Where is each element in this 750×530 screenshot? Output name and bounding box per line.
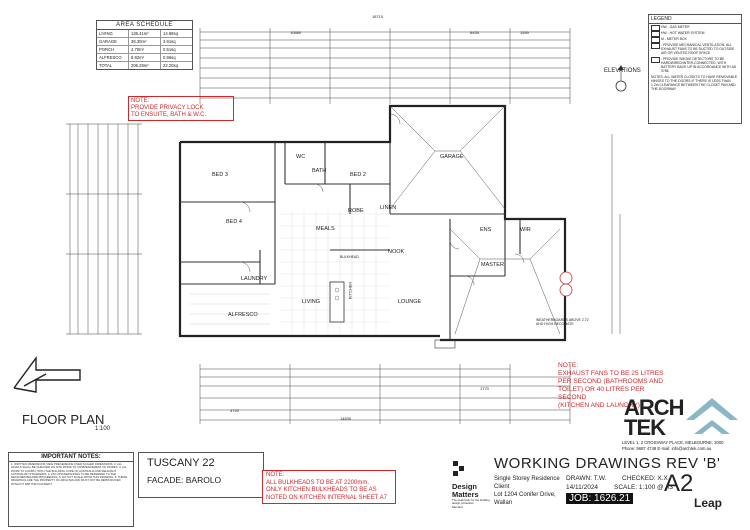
dim-bottom3: 1770	[480, 386, 489, 391]
archtek-logo	[624, 395, 684, 440]
project-address1: Lot 1204 Conifer Drive,	[494, 492, 556, 498]
legend-item: - PROVIDE SMOKE DETECTORS TO BE HARDWIRED/INTER-CONNECTED, WITH BATTERY BACK UP IN ACCORDANCE WITH AS 3786	[649, 56, 741, 74]
design-matters-sub: The peak body for the building design profession	[452, 498, 490, 505]
facade-name: FACADE: BAROLO	[147, 475, 222, 485]
exhaust-fan-note: NOTE: EXHAUST FANS TO BE 25 LITRES PER SECOND (BATHROOMS AND TOILET) OR 40 LITRES PER SECOND (KITCHEN AND LAUNDRY)	[558, 362, 664, 409]
design-matters-logo	[452, 460, 492, 509]
floor-plan-drawing	[60, 14, 640, 434]
project-address2: Wallan	[494, 500, 513, 506]
room-bed2: BED 2	[350, 172, 366, 178]
room-nook: NOOK	[388, 249, 405, 255]
legend-item: HW - GAS METER	[649, 24, 741, 30]
leap-logo: Leap	[694, 496, 723, 510]
archtek-tek: TEK	[624, 415, 665, 440]
area-row: PORCH 4.70m² 0.51sq	[97, 46, 192, 54]
house-title-box	[138, 452, 264, 498]
bulkhead-note: NOTE: ALL BULKHEADS TO BE AT 2200mm. ONLY KITCHEN BULKHEADS TO BE AS NOTED ON KITCHEN INTERNAL SHEET A7	[262, 470, 396, 504]
legend-item: M - METER BOX	[649, 36, 741, 42]
project-client: Client	[494, 484, 510, 490]
legend-item: HW - HOT WATER SYSTEM	[649, 30, 741, 36]
project-info	[494, 475, 560, 507]
archtek-mark-icon	[684, 394, 740, 438]
room-lounge: LOUNGE	[398, 299, 422, 305]
dim-overall: 18710	[372, 14, 384, 19]
drawing-date: 14/11/2024	[566, 484, 599, 491]
dim-top1: 10680	[290, 30, 302, 35]
room-living: LIVING	[302, 299, 321, 305]
legend-note: NOTES: ALL WATER CLOSETS TO HAVE REMOVABLE HINGES TO THE DOORS IF THERE IS LESS THAN 1.2m CLEARANCE BETWEEN THE CLOSET PAN AND THE DOORWAY	[651, 75, 738, 91]
design-matters-text: Design Matters	[452, 482, 479, 499]
area-schedule-title: AREA SCHEDULE	[97, 21, 192, 30]
room-bed3: BED 3	[212, 172, 228, 178]
privacy-lock-note: NOTE: PROVIDE PRIVACY LOCK TO ENSUITE, BATH & W.C.	[128, 96, 234, 121]
room-wc: WC	[296, 154, 306, 160]
room-robe: ROBE	[348, 208, 364, 214]
room-kitchen: KITCHEN	[347, 281, 353, 300]
bulkhead-label: BULKHEAD	[340, 255, 359, 259]
drawing-scale: SCALE: 1:100 @ A3	[614, 484, 673, 491]
room-alfresco: ALFRESCO	[228, 312, 258, 318]
checked-by: CHECKED: X.X.	[622, 475, 670, 482]
room-garage: GARAGE	[440, 154, 464, 160]
dim-top2: 6435	[470, 30, 479, 35]
floor-plan-title: FLOOR PLAN	[22, 412, 105, 427]
area-row: TOTAL 206.28m² 22.20sq	[99, 63, 178, 68]
room-ens: ENS	[480, 227, 492, 233]
area-row: ALFRESCO 8.92m² 0.96sq	[97, 54, 192, 62]
room-bed4: BED 4	[226, 219, 242, 225]
house-name: TUSCANY 22	[147, 457, 215, 469]
archtek-arch: ARCH	[624, 395, 684, 420]
dim-bottom1: 14630	[340, 416, 352, 421]
room-wir: WIR	[520, 227, 531, 233]
dim-top3: 1595	[520, 30, 529, 35]
archtek-contact: Phone: 9687 4748 E-mail: info@archtek.com.au	[622, 446, 712, 451]
room-linen: LINEN	[380, 205, 397, 211]
room-laundry: LAUNDRY	[241, 276, 268, 282]
project-residence: Single Storey Residence	[494, 476, 560, 482]
area-row: GARAGE 36.30m² 3.91sq	[97, 38, 192, 46]
legend-item: - PROVIDE MECHANICAL VENTILATION. ALL EXHAUST FANS TO BE DUCTED TO OUTSIDE AIR OR VENTED ROOF SPACE	[649, 42, 741, 56]
legend-panel	[648, 14, 742, 124]
dim-bottom2: 3720	[230, 408, 239, 413]
important-notes-title: IMPORTANT NOTES:	[9, 453, 133, 462]
design-matters-member: Member	[452, 505, 464, 509]
floor-plan-scale: 1:100	[95, 426, 111, 432]
room-master: MASTER	[481, 262, 504, 268]
area-row: LIVING 136.41m² 14.68sq	[97, 30, 192, 38]
design-matters-icon	[452, 460, 466, 478]
important-notes-body: 1. WRITTEN DIMENSIONS TAKE PRECEDENCE OVER SCALED DIMENSIONS. 2. ALL LEVELS SHALL BE CHECKED ON SITE PRIOR TO COMMENCEMENT OF WORKS. 3. ALL WORK TO COMPLY WITH THE BUILDING CODE OF AUSTRALIA AND RELEVANT AUSTRALIAN STANDARDS. 4. ANY DISCREPANCIES TO BE REFERRED TO THE DESIGNER BEFORE PROCEEDING. 5. DO NOT SCALE FROM THIS DRAWING. 6. THESE DRAWINGS ARE THE PROPERTY OF ARCHTEK AND MUST NOT BE REPRODUCED WITHOUT WRITTEN CONSENT.	[11, 462, 128, 486]
job-number: JOB: 1626.21	[566, 493, 633, 504]
weatherboards-note: WEATHERBOARDS ABOVE 2.72 AHD HIGH DECOMATE	[536, 318, 589, 326]
archtek-address: LEVEL 1, 2 CROSSWAY PLACE, MELBOURNE, 3000	[622, 440, 724, 445]
important-notes-panel	[8, 452, 134, 527]
north-arrow-icon	[6, 348, 86, 408]
room-bath: BATH	[312, 168, 327, 174]
elevations-label: ELEVATIONS	[604, 68, 641, 74]
room-meals: MEALS	[316, 226, 335, 232]
drawn-by: DRAWN: T.W.	[566, 475, 607, 482]
legend-title: LEGEND	[649, 15, 741, 24]
sheet-number: A2	[664, 470, 694, 497]
working-drawings-title: WORKING DRAWINGS REV 'B'	[494, 455, 721, 472]
